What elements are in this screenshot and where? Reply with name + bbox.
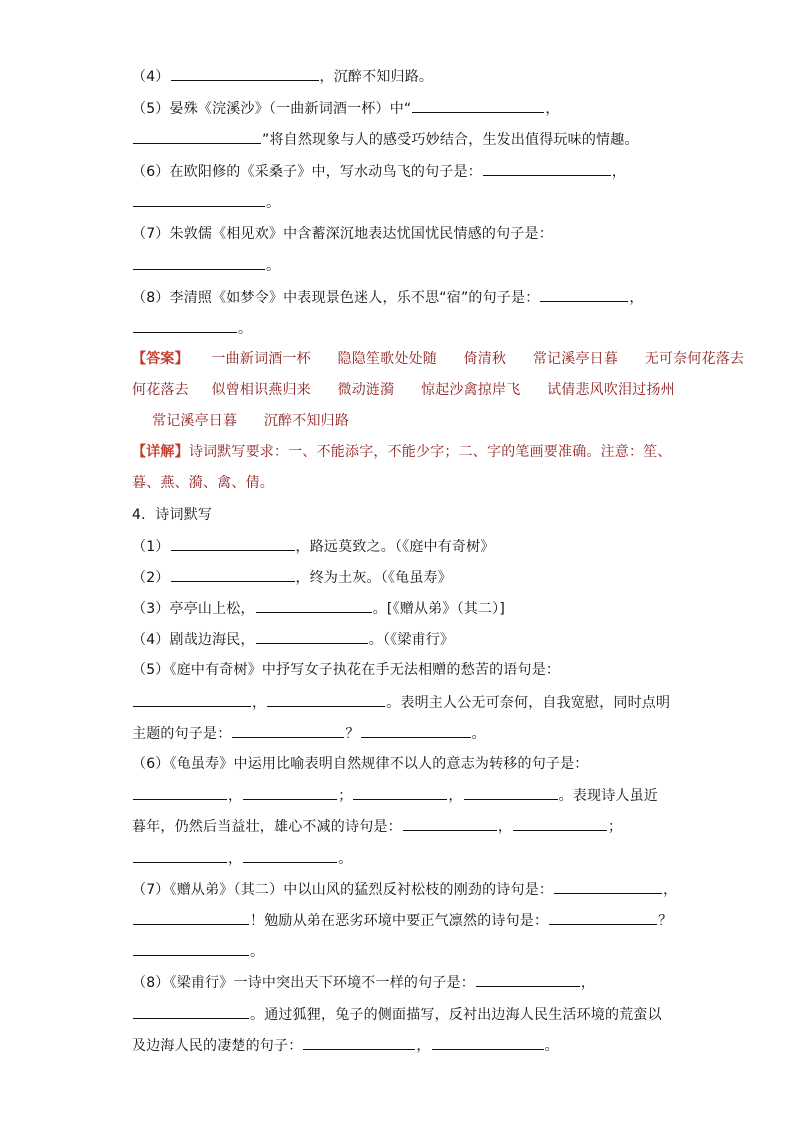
answer-blank[interactable] [256, 598, 372, 613]
answer-blank[interactable] [133, 941, 249, 956]
answer-item: 似曾相识燕归来 [211, 382, 311, 398]
answer-blank[interactable] [412, 98, 544, 113]
answer-blank[interactable] [243, 785, 337, 800]
answer-item: 惊起沙禽掠岸飞 [421, 382, 521, 398]
answer-blank[interactable] [133, 255, 265, 270]
answer-blank[interactable] [361, 723, 471, 738]
answer-blank[interactable] [513, 816, 607, 831]
q3-item-6: （6）在欧阳修的《采桑子》中，写水动鸟飞的句子是： ， [132, 161, 626, 182]
answer-tag: 【答案】 [132, 351, 189, 367]
q4-item-7-cont2: 。 [132, 941, 264, 962]
answer-line-1 [132, 349, 745, 369]
q3-item-4: （4） ，沉醉不知归路。 [132, 66, 433, 87]
answer-blank[interactable] [232, 723, 344, 738]
detail-line-1: 【详解】诗词默写要求：一、不能添字，不能少字；二、字的笔画要准确。注意：笙、 [132, 444, 672, 460]
q4-item-1: （1） ，路远莫致之。（《庭中有奇树》 [132, 536, 495, 557]
q4-item-6-cont2: 暮年，仍然后当益壮，雄心不减的诗句是： ， ； [132, 816, 622, 837]
q4-item-3: （3）亭亭山上松， 。[《赠从弟》（其二）] [132, 598, 505, 619]
q3-item-8: （8）李清照《如梦令》中表现景色迷人，乐不思“宿”的句子是： ， [132, 287, 644, 308]
answer-item: 一曲新词酒一杯 [211, 351, 311, 367]
answer-item: 倚清秋 [463, 351, 507, 367]
q4-item-6-cont3: ， 。 [132, 848, 352, 869]
answer-item: 常记溪亭日暮 [152, 413, 238, 429]
q3-item-6-cont: 。 [132, 192, 280, 213]
q4-item-8-cont: 。通过狐狸，兔子的侧面描写，反衬出边海人民生活环境的荒蛮以 [132, 1004, 662, 1025]
answer-blank[interactable] [256, 629, 368, 644]
q3-item-7-cont: 。 [132, 255, 280, 276]
answer-blank[interactable] [267, 692, 385, 707]
answer-blank[interactable] [171, 567, 295, 582]
answer-item: 隐隐笙歌处处随 [337, 351, 437, 367]
q4-item-8-cont2: 及边海人民的凄楚的句子： ， 。 [132, 1035, 559, 1056]
q3-item-8-cont: 。 [132, 318, 252, 339]
answer-blank[interactable] [133, 910, 249, 925]
q4-item-5: （5）《庭中有奇树》中抒写女子执花在手无法相赠的愁苦的语句是： [132, 662, 561, 678]
q4-item-6-cont: ， ； ， 。表现诗人虽近 [132, 785, 658, 806]
answer-blank[interactable] [549, 910, 657, 925]
answer-line-3 [152, 411, 349, 431]
answer-blank[interactable] [464, 785, 558, 800]
q4-item-7-cont: ！勉励从弟在恶劣环境中要正气凛然的诗句是： ？ [132, 910, 672, 931]
answer-blank[interactable] [133, 848, 227, 863]
detail-line-2: 暮、燕、漪、禽、倩。 [132, 475, 274, 491]
answer-item: 无可奈何花落去 [644, 351, 745, 367]
answer-blank[interactable] [171, 536, 295, 551]
q3-item-5-cont: ”将自然现象与人的感受巧妙结合，生发出值得玩味的情趣。 [132, 129, 639, 150]
q4-item-5-cont2: 主题的句子是： ？ 。 [132, 723, 486, 744]
answer-blank[interactable] [432, 1035, 544, 1050]
answer-blank[interactable] [353, 785, 447, 800]
answer-blank[interactable] [133, 785, 227, 800]
answer-blank[interactable] [303, 1035, 415, 1050]
q3-item-5: （5）晏殊《浣溪沙》（一曲新词酒一杯）中“ ， [132, 98, 560, 119]
q4-item-4: （4）剧哉边海民， 。（《梁甫行》 [132, 629, 454, 650]
answer-blank[interactable] [540, 287, 628, 302]
q4-item-7: （7）《赠从弟》（其二）中以山风的猛烈反衬松枝的刚劲的诗句是： ， [132, 879, 677, 900]
q4-item-5-cont: ， 。表明主人公无可奈何，自我宽慰，同时点明 [132, 692, 670, 713]
q4-title: 4．诗词默写 [132, 507, 213, 523]
answer-blank[interactable] [243, 848, 337, 863]
answer-item: 试倩悲风吹泪过扬州 [547, 382, 675, 398]
answer-item: 微动涟漪 [337, 382, 395, 398]
answer-line-2: 何花落去 似曾相识燕归来 微动涟漪 惊起沙禽掠岸飞 试倩悲风吹泪过扬州 [132, 382, 675, 398]
q4-item-8: （8）《梁甫行》一诗中突出天下环境不一样的句子是： ， [132, 972, 595, 993]
answer-blank[interactable] [171, 66, 319, 81]
answer-blank[interactable] [483, 161, 611, 176]
answer-blank[interactable] [554, 879, 662, 894]
answer-blank[interactable] [403, 816, 497, 831]
detail-tag: 【详解】 [132, 444, 189, 460]
answer-blank[interactable] [476, 972, 580, 987]
answer-blank[interactable] [133, 318, 237, 333]
answer-item: 沉醉不知归路 [263, 413, 350, 429]
q4-item-6: （6）《龟虽寿》中运用比喻表明自然规律不以人的意志为转移的句子是： [132, 756, 589, 772]
answer-item: 常记溪亭日暮 [532, 351, 619, 367]
answer-blank[interactable] [133, 692, 251, 707]
answer-blank[interactable] [133, 1004, 249, 1019]
q4-item-2: （2） ，终为土灰。（《龟虽寿》 [132, 567, 452, 588]
q3-item-7: （7）朱敦儒《相见欢》中含蓄深沉地表达忧国忧民情感的句子是： [132, 226, 553, 242]
answer-blank[interactable] [133, 192, 265, 207]
answer-blank[interactable] [133, 129, 261, 144]
